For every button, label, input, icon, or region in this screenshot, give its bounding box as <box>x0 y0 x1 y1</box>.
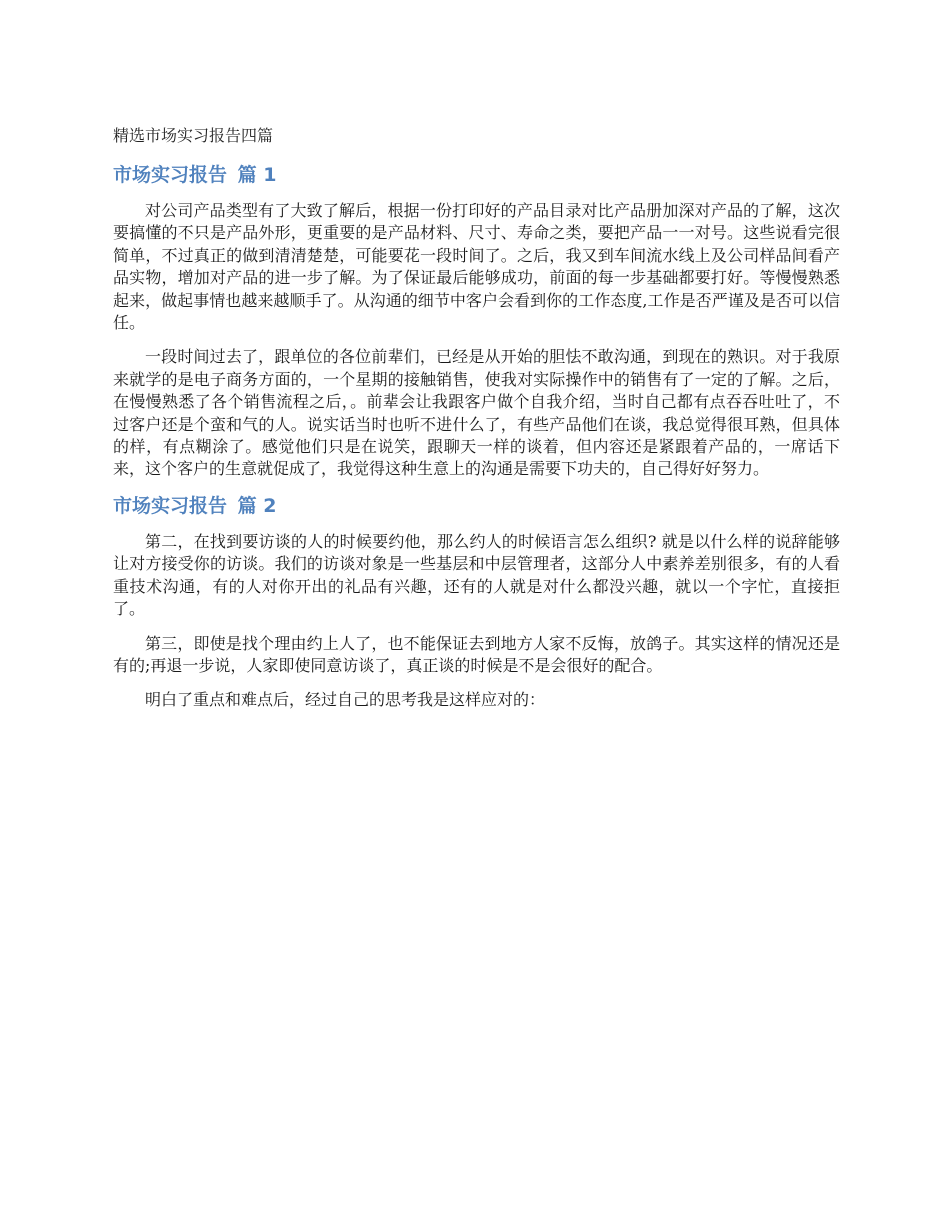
section-1 <box>113 162 840 481</box>
section-heading-text: 市场实习报告 <box>113 164 228 186</box>
section-heading-text: 市场实习报告 <box>113 494 228 517</box>
section-heading <box>113 162 840 188</box>
section-heading <box>113 493 840 519</box>
paragraph: 一段时间过去了，跟单位的各位前辈们，已经是从开始的胆怯不敢沟通，到现在的熟识。对于我原来就学的是电子商务方面的，一个星期的接触销售，使我对实际操作中的销售有了一定的了解。之后，在慢慢熟悉了各个销售流程之后，。前辈会让我跟客户做个自我介绍，当时自己都有点吞吞吐吐了，不过客户还是个蛮和气的人。说实话当时也听不进什么了，有些产品他们在谈，我总觉得很耳熟，但具体的样，有点糊涂了。感觉他们只是在说笑，跟聊天一样的谈着，但内容还是紧跟着产品的，一席话下来，这个客户的生意就促成了，我觉得这种生意上的沟通是需要下功夫的，自己得好好努力。 <box>113 347 840 479</box>
document-page <box>113 124 840 724</box>
paragraph: 对公司产品类型有了大致了解后，根据一份打印好的产品目录对比产品册加深对产品的了解，这次要搞懂的不只是产品外形，更重要的是产品材料、尺寸、寿命之类，要把产品一一对号。这些说看完很简单，不过真正的做到清清楚楚，可能要花一段时间了。之后，我又到车间流水线上及公司样品间看产品实物，增加对产品的进一步了解。为了保证最后能够成功，前面的每一步基础都要打好。等慢慢熟悉起来，做起事情也越来越顺手了。从沟通的细节中客户会看到你的工作态度,工作是否严谨及是否可以信任。 <box>113 201 840 333</box>
document-title: 精选市场实习报告四篇 <box>113 126 274 145</box>
paragraph: 明白了重点和难点后，经过自己的思考我是这样应对的： <box>145 690 546 710</box>
paragraph: 第三，即使是找个理由约上人了，也不能保证去到地方人家不反悔，放鸽子。其实这样的情况还是有的;再退一步说，人家即使同意访谈了，真正谈的时候是不是会很好的配合。 <box>113 633 840 675</box>
section-2 <box>113 493 840 712</box>
section-heading-number: 篇 2 <box>237 494 277 517</box>
section-heading-number: 篇 1 <box>237 164 277 186</box>
paragraph: 第二，在找到要访谈的人的时候要约他，那么约人的时候语言怎么组织? 就是以什么样的说辞能够让对方接受你的访谈。我们的访谈对象是一些基层和中层管理者，这部分人中素养差别很多，有的人看重技术沟通，有的人对你开出的礼品有兴趣，还有的人就是对什么都没兴趣，就以一个字忙，直接拒了。 <box>113 531 840 619</box>
